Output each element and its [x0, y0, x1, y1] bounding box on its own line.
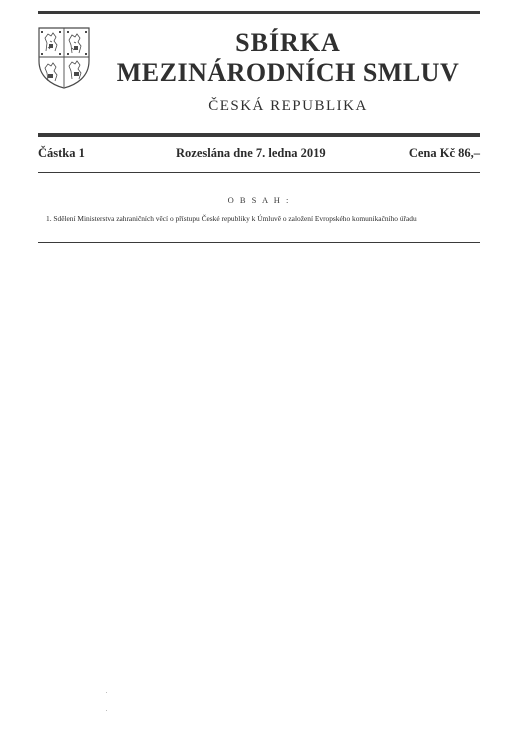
title-line-2: MEZINÁRODNÍCH SMLUV	[116, 58, 460, 87]
czech-coat-of-arms-icon	[38, 27, 90, 89]
journal-title	[96, 28, 480, 115]
contents-item: 1. Sdělení Ministerstva zahraničních věcí o přístupu České republiky k Úmluvě o založení Evropského komunikačního úřadu	[46, 214, 417, 223]
issue-info	[38, 146, 480, 164]
country-subtitle: ČESKÁ REPUBLIKA	[208, 98, 368, 114]
distribution-date: Rozeslána dne 7. ledna 2019	[176, 146, 326, 160]
issue-part: Částka 1	[38, 146, 85, 160]
scan-speck	[106, 692, 107, 693]
header-rule	[38, 133, 480, 137]
scan-speck	[106, 710, 107, 711]
contents-heading: O B S A H :	[227, 195, 291, 205]
title-line-1: SBÍRKA	[235, 28, 341, 57]
info-rule	[38, 172, 480, 173]
contents-rule	[38, 242, 480, 243]
issue-price: Cena Kč 86,–	[408, 146, 480, 160]
top-rule	[38, 11, 480, 14]
